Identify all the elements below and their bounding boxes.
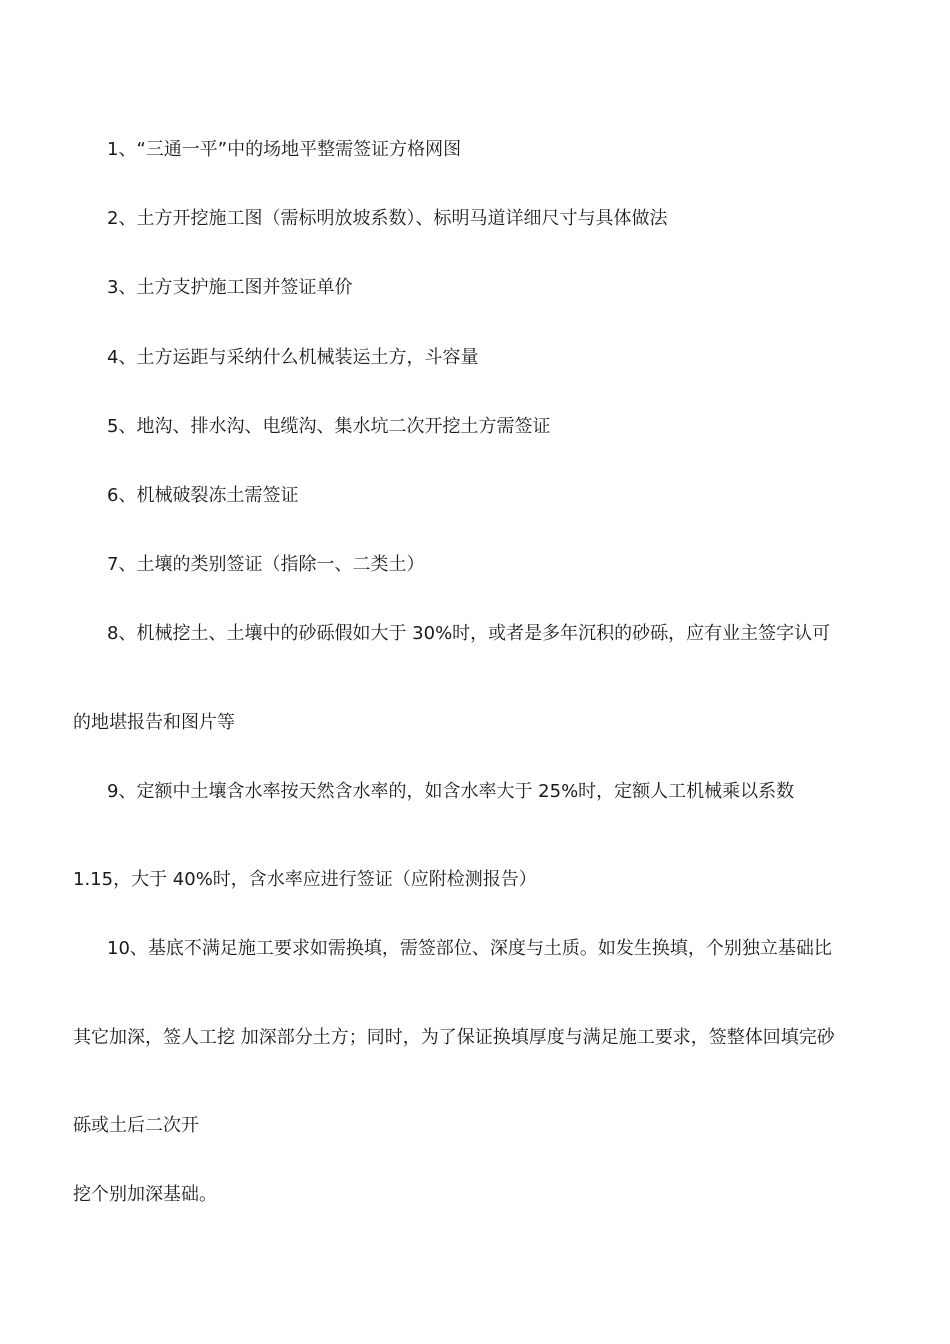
item-7: 7、土壤的类别签证（指除一、二类土） <box>107 554 425 575</box>
item-1: 1、“三通一平”中的场地平整需签证方格网图 <box>107 139 462 160</box>
item-9-line-2: 1.15，大于 40%时，含水率应进行签证（应附检测报告） <box>73 869 537 890</box>
item-5: 5、地沟、排水沟、电缆沟、集水坑二次开挖土方需签证 <box>107 416 551 437</box>
item-4: 4、土方运距与采纳什么机械装运土方，斗容量 <box>107 347 479 368</box>
item-10-line-1: 10、基底不满足施工要求如需换填，需签部位、深度与土质。如发生换填，个别独立基础比 <box>107 938 832 959</box>
item-2: 2、土方开挖施工图（需标明放坡系数）、标明马道详细尺寸与具体做法 <box>107 208 668 229</box>
item-9-line-1: 9、定额中土壤含水率按天然含水率的，如含水率大于 25%时，定额人工机械乘以系数 <box>107 781 795 802</box>
item-10-line-3: 砾或土后二次开 <box>73 1115 199 1136</box>
item-8-line-2: 的地堪报告和图片等 <box>73 712 235 733</box>
item-6: 6、机械破裂冻土需签证 <box>107 485 299 506</box>
item-3: 3、土方支护施工图并签证单价 <box>107 277 353 298</box>
item-8-line-1: 8、机械挖土、土壤中的砂砾假如大于 30%时，或者是多年沉积的砂砾，应有业主签字认可 <box>107 623 831 644</box>
item-10-line-2: 其它加深，签人工挖 加深部分土方；同时，为了保证换填厚度与满足施工要求，签整体回填完砂 <box>73 1027 835 1048</box>
item-10-line-4: 挖个别加深基础。 <box>73 1184 217 1205</box>
